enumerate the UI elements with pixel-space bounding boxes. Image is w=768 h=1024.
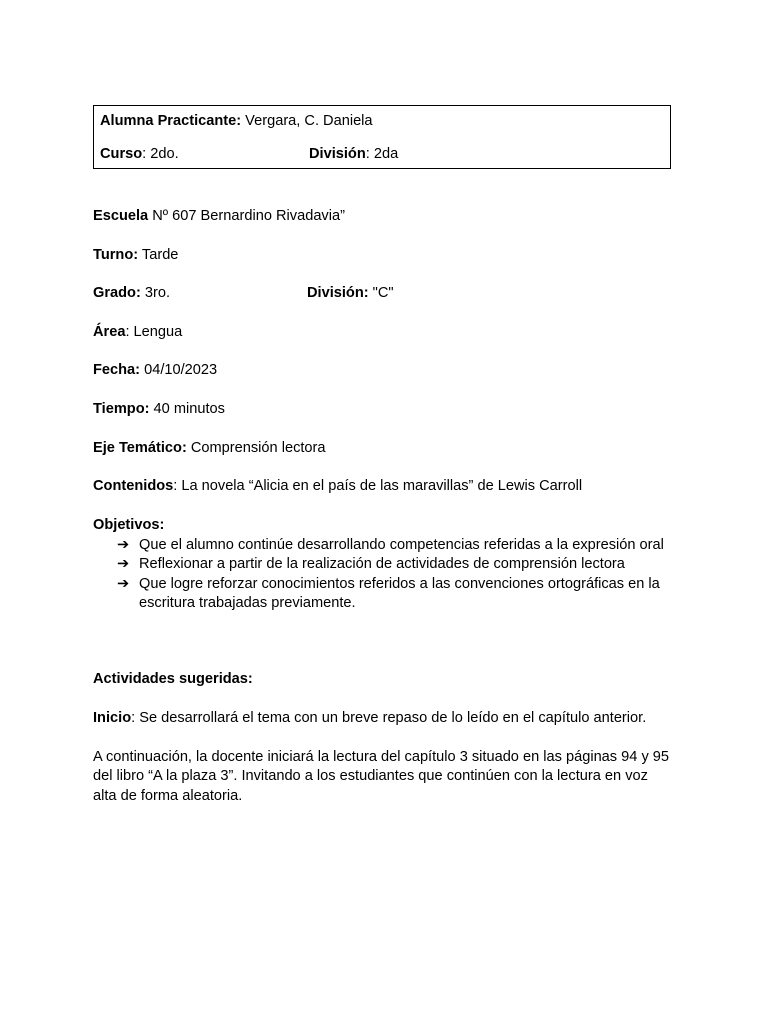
area-field <box>93 324 182 340</box>
inicio-text: : Se desarrollará el tema con un breve repaso de lo leído en el capítulo anterior. <box>131 710 647 726</box>
objetivo-text: Reflexionar a partir de la realización de actividades de comprensión lectora <box>139 556 625 573</box>
alumna-label: Alumna Practicante: <box>100 113 242 129</box>
arrow-right-icon: ➔ <box>117 556 130 573</box>
division-label: División <box>309 146 366 162</box>
list-item <box>93 555 673 574</box>
contenidos-field <box>93 478 582 494</box>
list-item <box>93 536 673 555</box>
eje-label: Eje Temático: <box>93 440 187 456</box>
eje-field <box>93 440 326 456</box>
contenidos-value: : La novela “Alicia en el país de las maravillas” de Lewis Carroll <box>173 478 583 494</box>
escuela-field <box>93 208 345 224</box>
tiempo-value: 40 minutos <box>149 401 225 417</box>
grado-label: Grado: <box>93 285 141 301</box>
student-info-box <box>93 105 671 169</box>
turno-field <box>93 247 178 263</box>
objetivo-text: Que logre reforzar conocimientos referidos a las convenciones ortográficas en la escritura trabajadas previamente. <box>139 575 660 612</box>
turno-value: Tarde <box>138 247 179 263</box>
grado-division-field <box>307 285 394 301</box>
arrow-right-icon: ➔ <box>117 537 130 553</box>
area-value: : Lengua <box>125 324 183 340</box>
alumna-line <box>100 113 373 129</box>
tiempo-field <box>93 401 225 417</box>
continuacion-paragraph: A continuación, la docente iniciará la lectura del capítulo 3 situado en las páginas 94 y 95 del libro “A la plaza 3”. Invitando a los estudiantes que continúen con la lectura en voz alta de forma aleatoria. <box>93 749 670 804</box>
division-field <box>309 146 398 162</box>
curso-label: Curso <box>100 146 143 162</box>
grado-division-label: División: <box>307 285 369 301</box>
contenidos-label: Contenidos <box>93 478 174 494</box>
arrow-right-icon: ➔ <box>117 575 130 592</box>
grado-division-value: "C" <box>368 285 394 301</box>
inicio-paragraph <box>93 709 673 728</box>
turno-label: Turno: <box>93 247 139 263</box>
escuela-label: Escuela <box>93 208 149 224</box>
area-label: Área <box>93 324 126 340</box>
fecha-label: Fecha: <box>93 362 141 378</box>
eje-value: Comprensión lectora <box>186 440 326 456</box>
division-value: : 2da <box>365 146 399 162</box>
grado-field <box>93 285 394 301</box>
objetivos-list <box>93 536 673 614</box>
curso-value: : 2do. <box>142 146 179 162</box>
grado-value: 3ro. <box>140 285 171 301</box>
curso-line <box>100 146 399 162</box>
objetivo-text: Que el alumno continúe desarrollando competencias referidas a la expresión oral <box>139 537 664 553</box>
inicio-label: Inicio <box>93 710 132 726</box>
list-item <box>93 575 673 614</box>
escuela-value: Nº 607 Bernardino Rivadavia” <box>148 208 345 224</box>
fecha-field <box>93 362 217 378</box>
objetivos-title: Objetivos: <box>93 517 165 533</box>
actividades-title: Actividades sugeridas: <box>93 671 253 687</box>
alumna-value: Vergara, C. Daniela <box>241 113 373 129</box>
tiempo-label: Tiempo: <box>93 401 150 417</box>
fecha-value: 04/10/2023 <box>140 362 218 378</box>
